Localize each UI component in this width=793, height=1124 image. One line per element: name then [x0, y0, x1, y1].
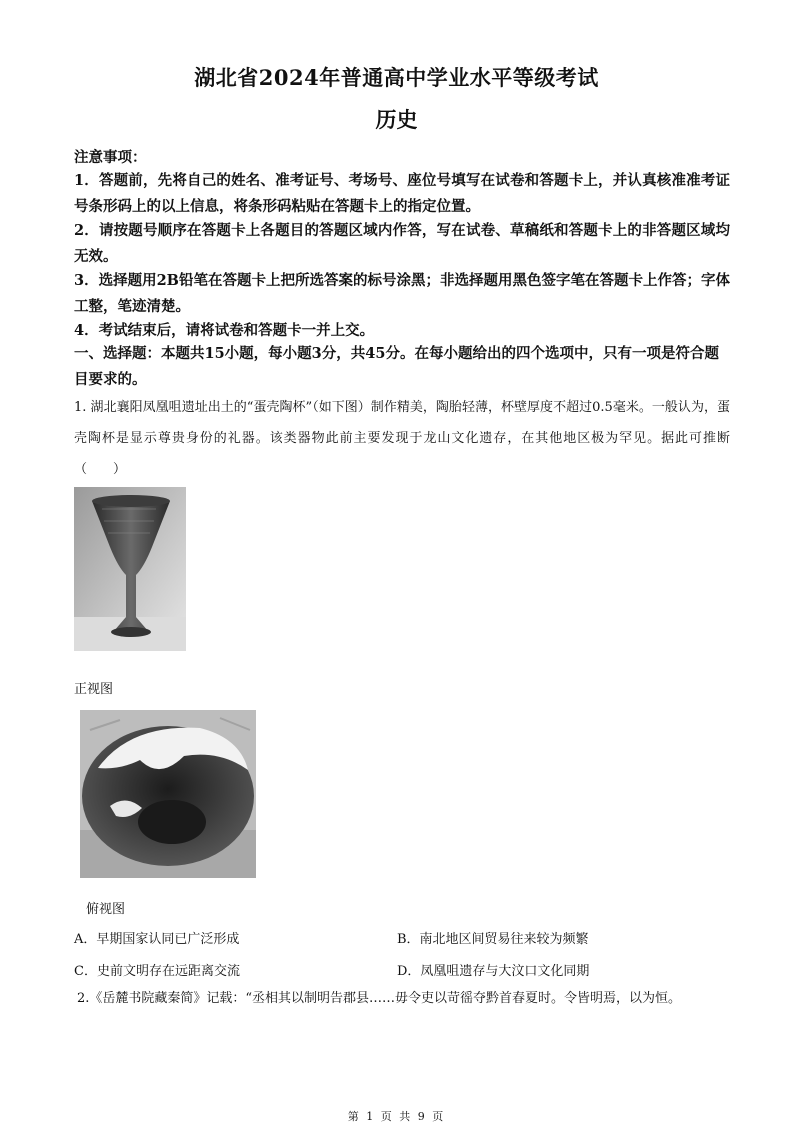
page-footer: 第 1 页 共 9 页 [347, 1110, 446, 1123]
option-b: B．南北地区间贸易往来较为频繁 [397, 932, 589, 947]
eggshell-cup-top-photo [80, 710, 256, 878]
figure-1-caption: 正视图 [74, 682, 114, 697]
question-1-stem: 1. 湖北襄阳凤凰咀遗址出土的“蛋壳陶杯”（如下图）制作精美，陶胎轻薄，杯壁厚度不超过0.5毫米。一般认为，蛋壳陶杯是显示尊贵身份的礼器。该类器物此前主要发现于龙山文化遗存，在其他地区极为罕见。据此可推断（ ） [74, 400, 730, 477]
exam-title: 湖北省2024年普通高中学业水平等级考试 [194, 65, 599, 90]
notes-heading: 注意事项： [74, 149, 147, 166]
note-item-4: 4．考试结束后，请将试卷和答题卡一并上交。 [74, 322, 375, 339]
note-item-1: 1．答题前，先将自己的姓名、准考证号、考场号、座位号填写在试卷和答题卡上，并认真核准准考证号条形码上的以上信息，将条形码粘贴在答题卡上的指定位置。 [74, 172, 730, 215]
section-heading: 一、选择题：本题共15小题，每小题3分，共45分。在每小题给出的四个选项中，只有一项是符合题目要求的。 [74, 345, 719, 388]
option-a: A．早期国家认同已广泛形成 [74, 932, 240, 947]
note-item-3: 3．选择题用2B铅笔在答题卡上把所选答案的标号涂黑；非选择题用黑色签字笔在答题卡上作答；字体工整，笔迹清楚。 [74, 272, 730, 315]
option-c: C．史前文明存在远距离交流 [74, 964, 240, 979]
note-item-2: 2．请按题号顺序在答题卡上各题目的答题区域内作答，写在试卷、草稿纸和答题卡上的非答题区域均无效。 [74, 222, 730, 265]
figure-2-caption: 俯视图 [86, 902, 126, 917]
subject-title: 历史 [375, 107, 418, 132]
option-d: D．凤凰咀遗存与大汶口文化同期 [397, 964, 590, 979]
question-2-stem: 2.《岳麓书院藏秦简》记载：“丞相其以制明告郡县……毋令吏以苛徭夺黔首春夏时。令皆明焉，以为恒。 [77, 991, 682, 1006]
eggshell-cup-front-photo [74, 487, 186, 651]
